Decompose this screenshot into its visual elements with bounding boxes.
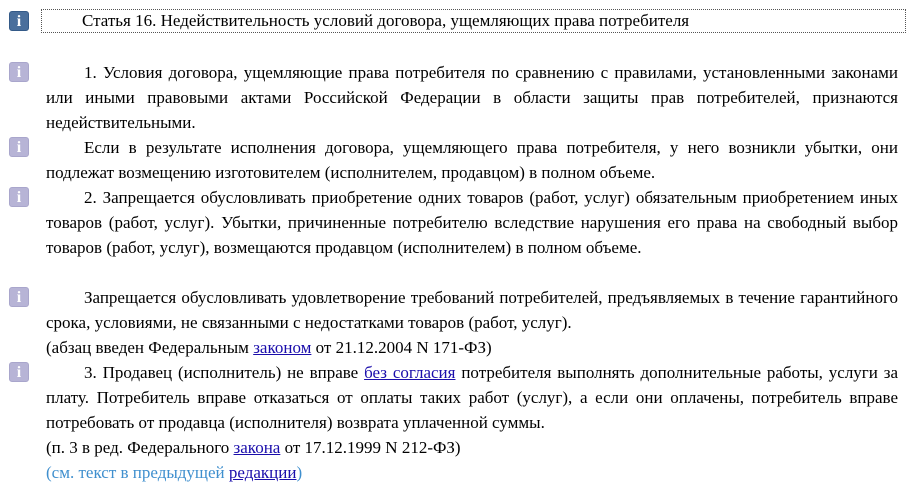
paragraph-5-text: 3. Продавец (исполнитель) не вправе (84, 363, 365, 382)
edition-note-text: от 17.12.1999 N 212-ФЗ) (280, 438, 461, 457)
without-consent-link[interactable]: без согласия (364, 363, 456, 382)
law-link[interactable]: закона (233, 438, 281, 457)
article-title: Статья 16. Недействительность условий договора, ущемляющих права потребителя (41, 9, 906, 33)
info-icon[interactable]: i (9, 137, 29, 157)
edition-note-text: (п. 3 в ред. Федерального (46, 438, 234, 457)
info-icon[interactable]: i (9, 362, 29, 382)
paragraph-5 (46, 360, 898, 435)
amendment-note-text: от 21.12.2004 N 171-ФЗ) (311, 338, 492, 357)
paragraph-4: Запрещается обусловливать удовлетворение требований потребителей, предъявляемых в течение гарантийного срока, условиями, не связанными с недостатками товаров (работ, услуг). (46, 288, 898, 332)
previous-edition-note-text: (см. текст в предыдущей (46, 463, 229, 482)
previous-edition-note-text: ) (296, 463, 303, 482)
law-link[interactable]: законом (253, 338, 312, 357)
paragraph-1: 1. Условия договора, ущемляющие права потребителя по сравнению с правилами, установленными законами или иными правовыми актами Российской Федерации в области защиты прав потребителей, признаются недействительными. (46, 63, 898, 132)
paragraph-2: Если в результате исполнения договора, ущемляющего права потребителя, у него возникли убытки, они подлежат возмещению изготовителем (исполнителем, продавцом) в полном объеме. (46, 138, 898, 182)
info-icon[interactable]: i (9, 287, 29, 307)
info-icon[interactable]: i (9, 187, 29, 207)
previous-edition-link[interactable]: редакции (228, 463, 297, 482)
amendment-note (46, 335, 492, 360)
edition-note (46, 435, 461, 460)
info-icon[interactable]: i (9, 62, 29, 82)
paragraph-3: 2. Запрещается обусловливать приобретение одних товаров (работ, услуг) обязательным приобретением иных товаров (работ, услуг). Убытки, причиненные потребителю вследствие нарушения его права на свободный выбор товаров (работ, услуг), возмещаются продавцом (исполнителем) в полном объеме. (46, 188, 898, 257)
paragraph-5-text: потребителя выполнять дополнительные работы, услуги за плату. Потребитель вправе отказаться от оплаты таких работ (услуг), а если они оплачены, потребитель вправе потребовать от продавца (исполнителя) возврата уплаченной суммы. (46, 363, 898, 432)
info-icon[interactable]: i (9, 11, 29, 31)
previous-edition-note (46, 460, 302, 485)
amendment-note-text: (абзац введен Федеральным (46, 338, 254, 357)
